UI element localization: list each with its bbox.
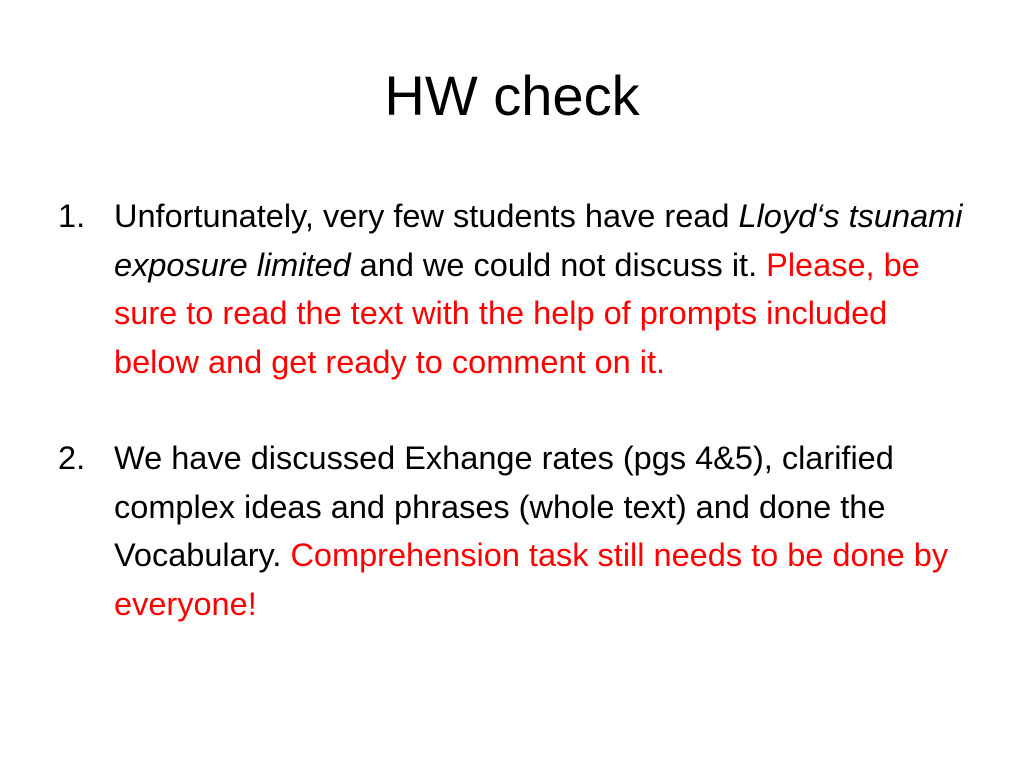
list-item-2 (58, 434, 968, 628)
list-item-1 (58, 192, 968, 386)
item-2-instruction: Comprehension task still needs to be done by everyone! (114, 537, 949, 622)
item-1-article-title: Lloyd‘s tsunami exposure limited (114, 198, 963, 283)
item-2-text (114, 434, 968, 628)
item-1-instruction: Please, be sure to read the text with the help of prompts included below and get ready to comment on it. (114, 246, 920, 380)
item-1-number: 1. (58, 198, 86, 234)
slide-title: HW check (384, 64, 640, 127)
item-2-text-part-1: We have discussed Exhange rates (pgs 4&5), clarified complex ideas and phrases (whole text) and done the Vocabulary. (114, 440, 894, 573)
item-1-text-part-2: and we could not discuss it. (350, 246, 767, 283)
item-1-text (114, 192, 968, 386)
item-2-number: 2. (58, 440, 86, 476)
homework-list (58, 192, 968, 628)
item-1-text-part-1: Unfortunately, very few students have read (114, 198, 739, 234)
